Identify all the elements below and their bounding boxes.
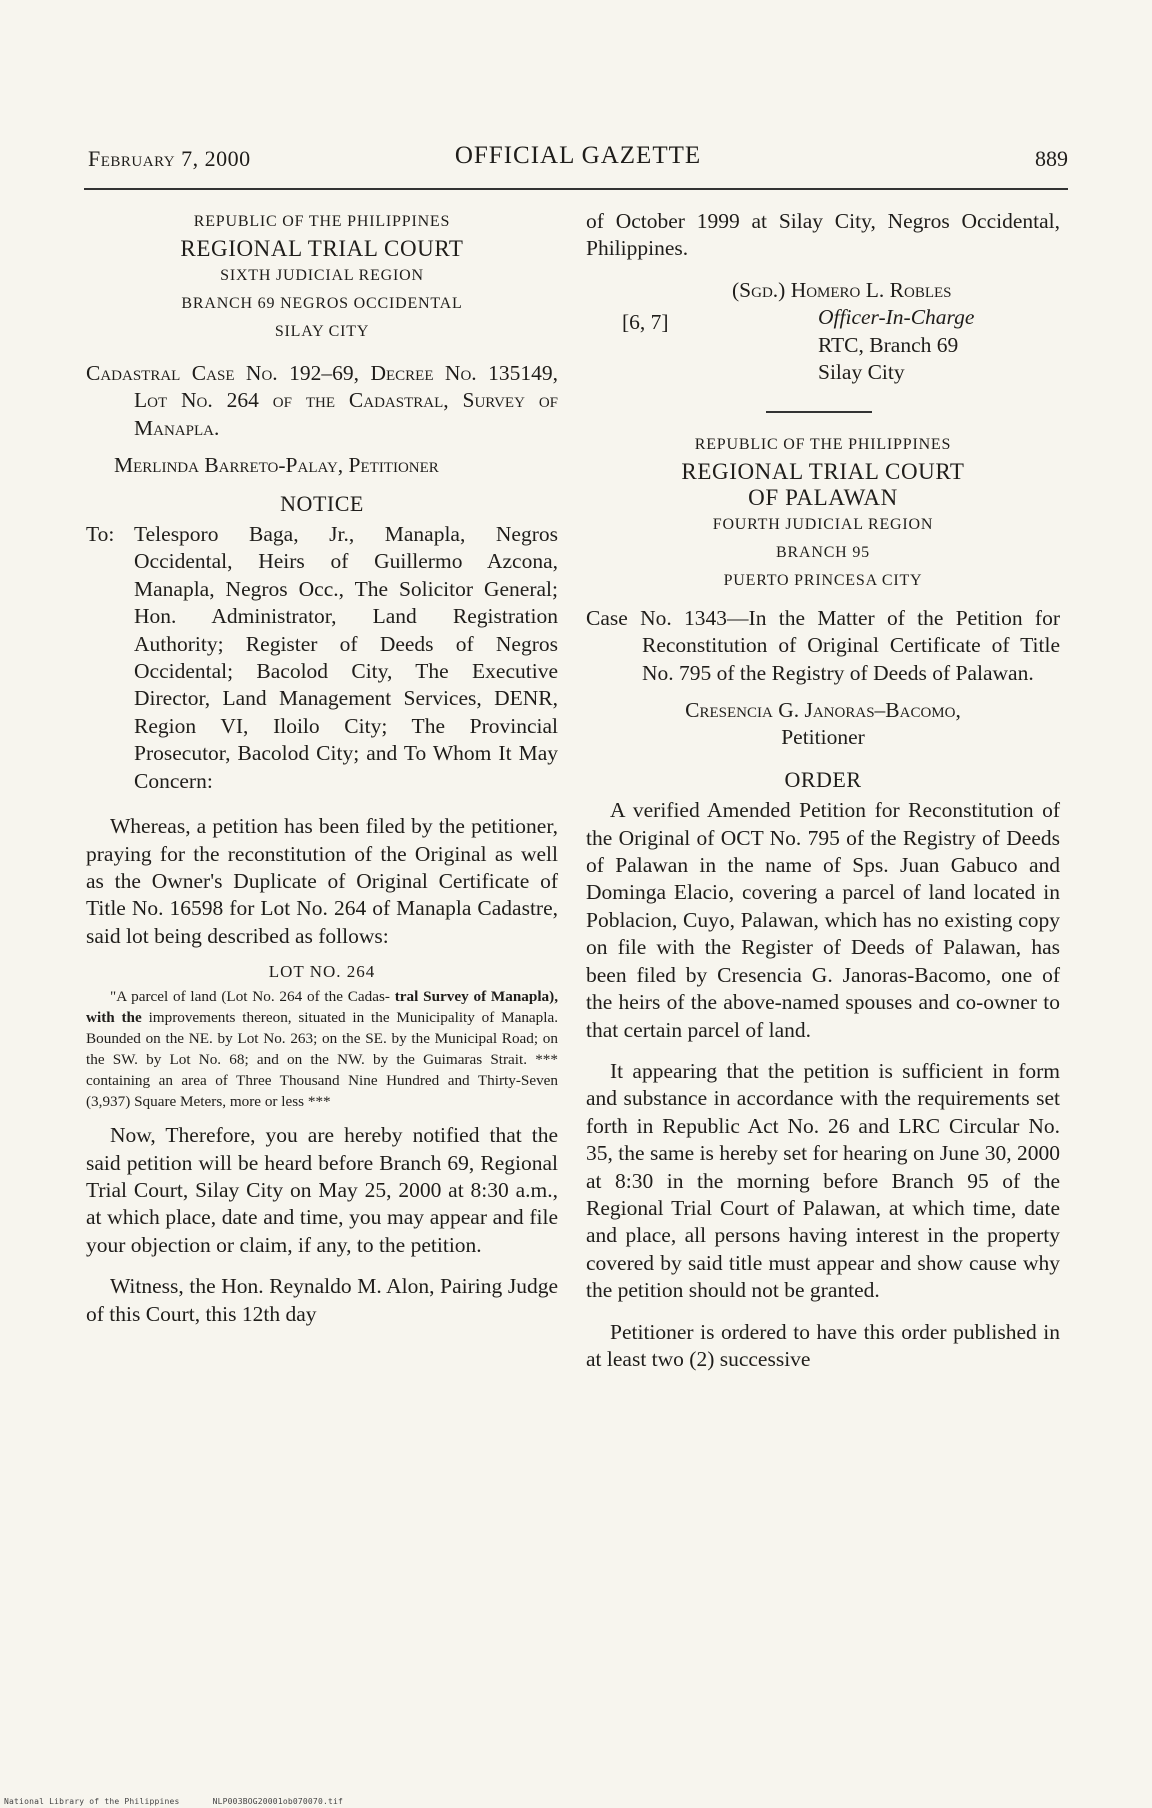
caption-city: PUERTO PRINCESA CITY [723,571,923,589]
whereas-paragraph: Whereas, a petition has been filed by the petitioner, praying for the reconstitution of the Original as well as the Owner's Duplicate of Original Certificate of Title No. 16598 for Lot No. 264 of Manapla Cadastre, said lot being described as follows: [86,814,558,948]
lot-heading: LOT NO. 264 [268,962,376,982]
signatory-office: RTC, Branch 69 [818,332,959,357]
publication-reference: [6, 7] [622,309,669,334]
addressee-block [86,521,558,795]
caption-region: FOURTH JUDICIAL REGION [712,515,934,533]
caption-city: SILAY CITY [274,323,370,340]
header-rule [84,188,1068,190]
signature-block [586,277,1060,389]
page-number: 889 [1035,146,1068,171]
scan-source: National Library of the Philippines [4,1797,180,1806]
signature-lines [732,277,974,387]
section-divider [766,411,872,413]
lot-desc-rest: improvements thereon, situated in the Municipality of Manapla. Bounded on the NE. by Lot No. 263; on the SE. by the Municipal Road; on the SW. by Lot No. 68; and on the NW. by the Guimaras Strait. *** containing an area of Three Thousand Nine Hundred and Thirty-Seven (3,937) Square Meters, more or less *** [86,1009,559,1111]
signatory-title: Officer-In-Charge [818,305,975,330]
to-label: To: [86,522,115,547]
left-column [86,208,558,1328]
lot-desc-bold: tral Survey of Manapla), with the [86,988,559,1027]
case-caption: Cadastral Case No. 192–69, Decree No. 135149, Lot No. 264 of the Cadastral, Survey of Manapla. [86,361,558,440]
caption-court: REGIONAL TRIAL COURT [681,458,965,484]
signatory-name: (Sgd.) Homero L. Robles [732,277,952,302]
addressee-text: Telesporo Baga, Jr., Manapla, Negros Occidental, Heirs of Guillermo Azcona, Manapla, Negros Occ., The Solicitor General; Hon. Administrator, Land Registration Authority; Register of Deeds of Negros Occidental; Bacolod City, The Executive Director, Land Management Services, DENR, Region VI, Iloilo City; The Provincial Prosecutor, Bacolod City; and To Whom It May Concern: [134,522,558,793]
case-caption: Case No. 1343—In the Matter of the Petition for Reconstitution of Original Certificate of Title No. 795 of the Registry of Deeds of Palawan. [586,605,1060,685]
scan-file: NLP003BOG20001ob070070.tif [212,1797,344,1806]
order-paragraph-2: It appearing that the petition is sufficient in form and substance in accordance with the requirements set forth in Republic Act No. 26 and LRC Circular No. 35, the same is hereby set for hearing on June 30, 2000 at 8:30 in the morning before Branch 95 of the Regional Trial Court of Palawan, at which time, date and place, all persons having interest in the property covered by said title must appear and show cause why the petition should not be granted. [586,1058,1060,1303]
petitioner-line: Merlinda Barreto-Palay, Petitioner [114,453,439,478]
witness-paragraph: Witness, the Hon. Reynaldo M. Alon, Pairing Judge of this Court, this 12th day [86,1274,558,1326]
caption-branch: BRANCH 95 [776,543,870,561]
signatory-city: Silay City [818,360,905,385]
caption-branch: BRANCH 69 NEGROS OCCIDENTAL [181,295,463,312]
caption-court: REGIONAL TRIAL COURT [180,236,464,261]
lot-description [86,986,558,1112]
right-column [586,208,1060,1373]
court-caption-right [586,431,1060,595]
order-paragraph-3: Petitioner is ordered to have this order published in at least two (2) successive [586,1319,1060,1371]
now-therefore-paragraph: Now, Therefore, you are hereby notified that the said petition will be heard before Branch 69, Regional Trial Court, Silay City on May 25, 2000 at 8:30 a.m., at which place, date and time, you may appear and file your objection or claim, if any, to the petition. [86,1123,558,1257]
petitioner-block [586,697,1060,752]
page-header [88,142,1068,178]
notice-heading: NOTICE [280,490,364,516]
court-caption-left [86,208,558,346]
lot-desc-lead: "A parcel of land (Lot No. 264 of the Cadas- [110,988,390,1006]
order-paragraph-1: A verified Amended Petition for Reconstitution of the Original of OCT No. 795 of the Registry of Deeds of Palawan in the name of Sps. Juan Gabuco and Dominga Elacio, covering a parcel of land located in Poblacion, Cuyo, Palawan, which has no existing copy on file with the Register of Deeds of Palawan, has been filed by Cresencia G. Janoras-Bacomo, one of the heirs of the above-named spouses and co-owner to that certain parcel of land. [586,798,1060,1042]
issue-date: February 7, 2000 [88,146,251,171]
caption-republic: REPUBLIC OF THE PHILIPPINES [193,213,451,230]
petitioner-name: Cresencia G. Janoras–Bacomo, [685,698,961,723]
continuation-text: of October 1999 at Silay City, Negros Occidental, Philippines. [586,209,1060,261]
scan-footer [4,1797,371,1806]
order-heading: ORDER [784,766,862,792]
caption-court-place: OF PALAWAN [748,484,898,510]
caption-republic: REPUBLIC OF THE PHILIPPINES [694,435,952,453]
caption-region: SIXTH JUDICIAL REGION [220,267,424,284]
petitioner-label: Petitioner [781,725,865,750]
publication-title: OFFICIAL GAZETTE [454,142,702,169]
